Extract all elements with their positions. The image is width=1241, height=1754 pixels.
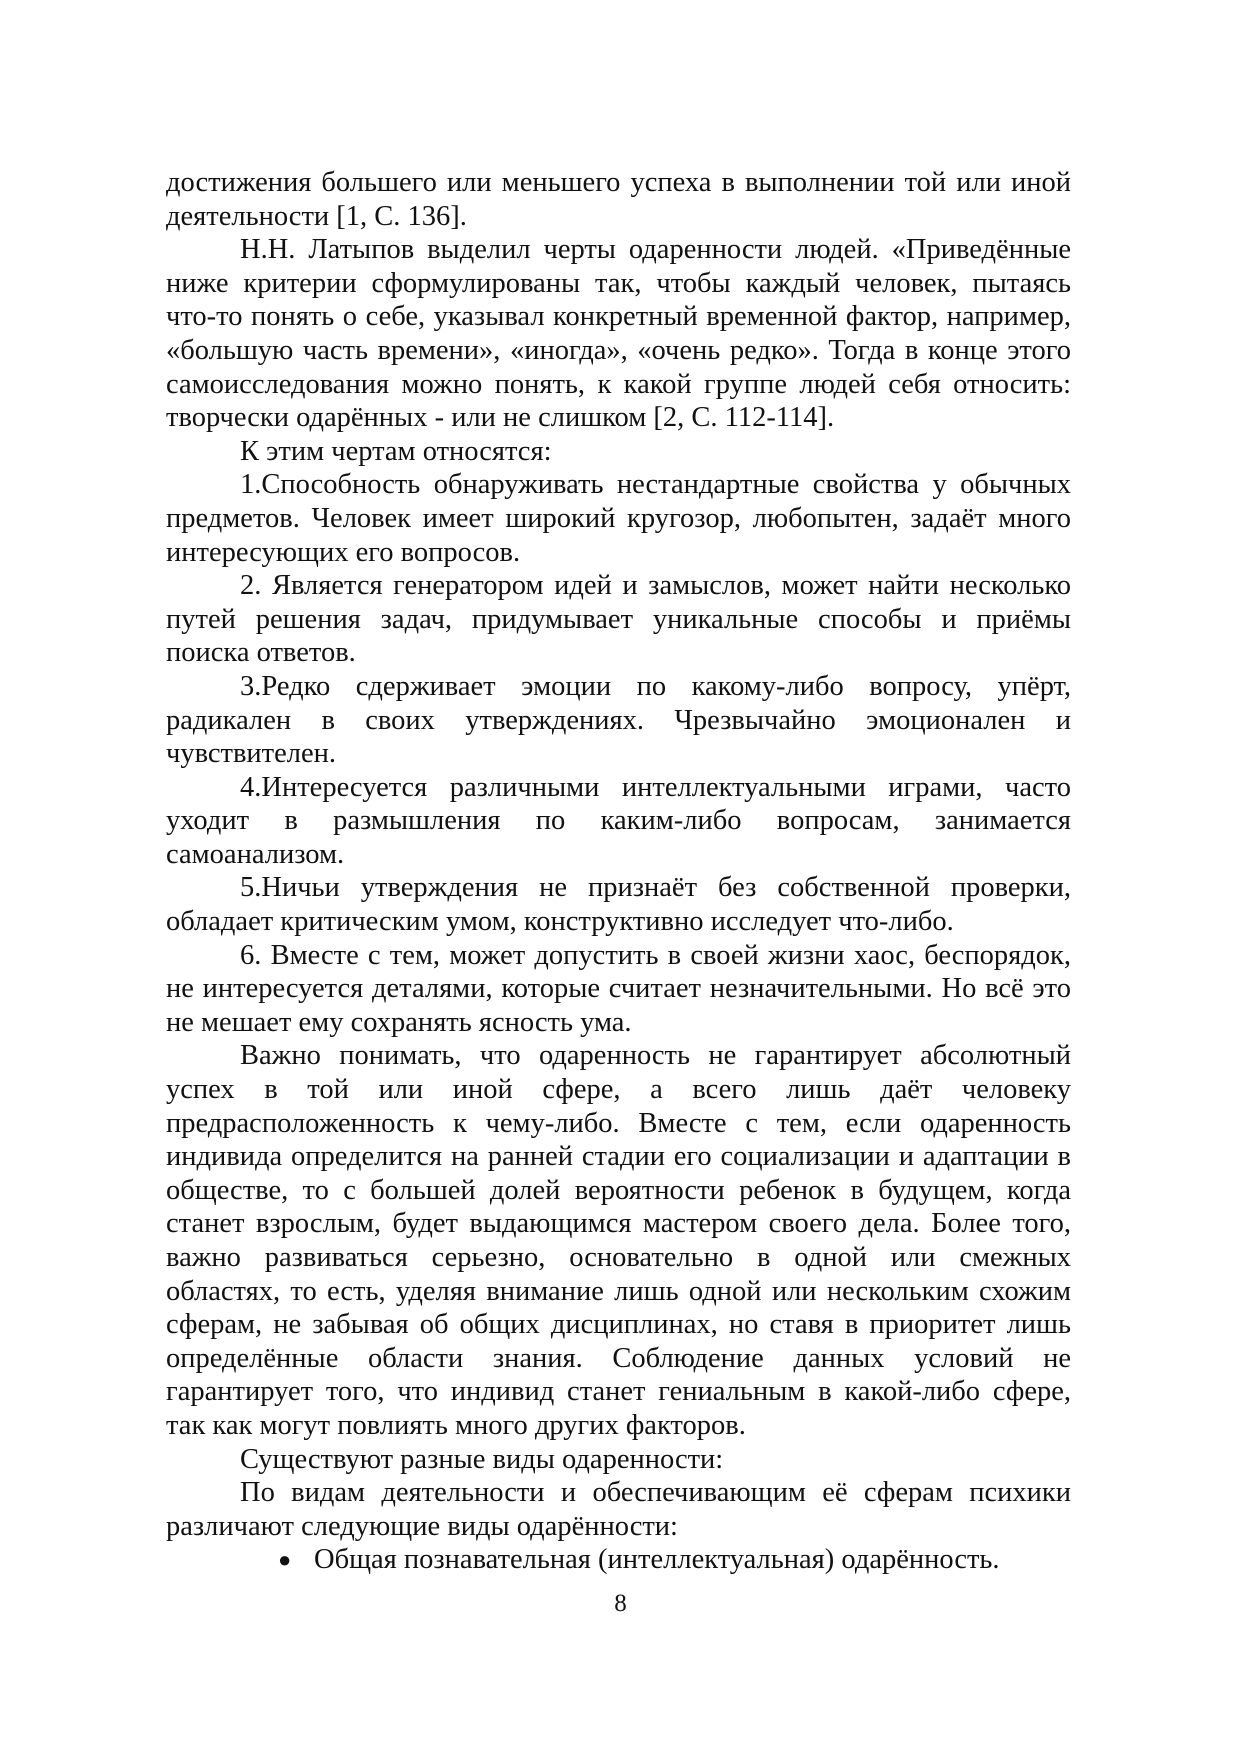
list-item	[278, 1543, 1071, 1577]
trait-item-3: 3.Редко сдерживает эмоции по какому-либо вопросу, упёрт, радикален в своих утверждениях. Чрезвычайно эмоционален и чувствителен.	[166, 670, 1071, 770]
paragraph-types-intro: Существуют разные виды одаренности:	[240, 1443, 724, 1475]
list-item-text: Общая познавательная (интеллектуальная) одарённость.	[314, 1544, 1000, 1576]
bullet-icon: ●	[278, 1547, 292, 1573]
paragraph-continuation: достижения большего или меньшего успеха в выполнении той или иной деятельности [1, С. 136].	[166, 167, 1071, 232]
trait-item-4: 4.Интересуется различными интеллектуальными играми, часто уходит в размышления по каким-либо вопросам, занимается самоанализом.	[166, 771, 1071, 870]
trait-item-2: 2. Является генератором идей и замыслов, может найти несколько путей решения задач, придумывает уникальные способы и приёмы поиска ответов.	[166, 570, 1071, 669]
paragraph-types-by-activity: По видам деятельности и обеспечивающим её сферам психики различают следующие виды одарённости:	[166, 1477, 1071, 1542]
giftedness-types-list	[166, 1543, 1071, 1577]
trait-item-1: 1.Способность обнаруживать нестандартные свойства у обычных предметов. Человек имеет широкий кругозор, любопытен, задаёт много интересующих его вопросов.	[166, 469, 1071, 568]
paragraph-traits-intro: К этим чертам относятся:	[240, 435, 552, 467]
trait-item-6: 6. Вместе с тем, может допустить в своей жизни хаос, беспорядок, не интересуется деталями, которые считает незначительными. Но всё это не мешает ему сохранять ясность ума.	[166, 939, 1071, 1038]
trait-item-5: 5.Ничьи утверждения не признаёт без собственной проверки, обладает критическим умом, конструктивно исследует что-либо.	[166, 872, 1071, 938]
paragraph-latypov: Н.Н. Латыпов выделил черты одаренности людей. «Приведённые ниже критерии сформулированы так, чтобы каждый человек, пытаясь что-то понять о себе, указывал конкретный временной фактор, например, «большую часть времени», «иногда», «очень редко». Тогда в конце этого самоисследования можно понять, к какой группе людей себя относить: творчески одарённых - или не слишком [2, С. 112-114].	[166, 234, 1071, 434]
paragraph-giftedness-importance: Важно понимать, что одаренность не гарантирует абсолютный успех в той или иной сфере, а всего лишь даёт человеку предрасположенность к чему-либо. Вместе с тем, если одаренность индивида определится на ранней стадии его социализации и адаптации в обществе, то с большей долей вероятности ребенок в будущем, когда станет взрослым, будет выдающимся мастером своего дела. Более того, важно развиваться серьезно, основательно в одной или смежных областях, то есть, уделяя внимание лишь одной или нескольким схожим сферам, не забывая об общих дисциплинах, но ставя в приоритет лишь определённые области знания. Соблюдение данных условий не гарантирует того, что индивид станет гениальным в какой-либо сфере, так как могут повлиять много других факторов.	[166, 1040, 1071, 1441]
page-number: 8	[614, 1590, 627, 1617]
body-text	[166, 166, 1071, 1577]
